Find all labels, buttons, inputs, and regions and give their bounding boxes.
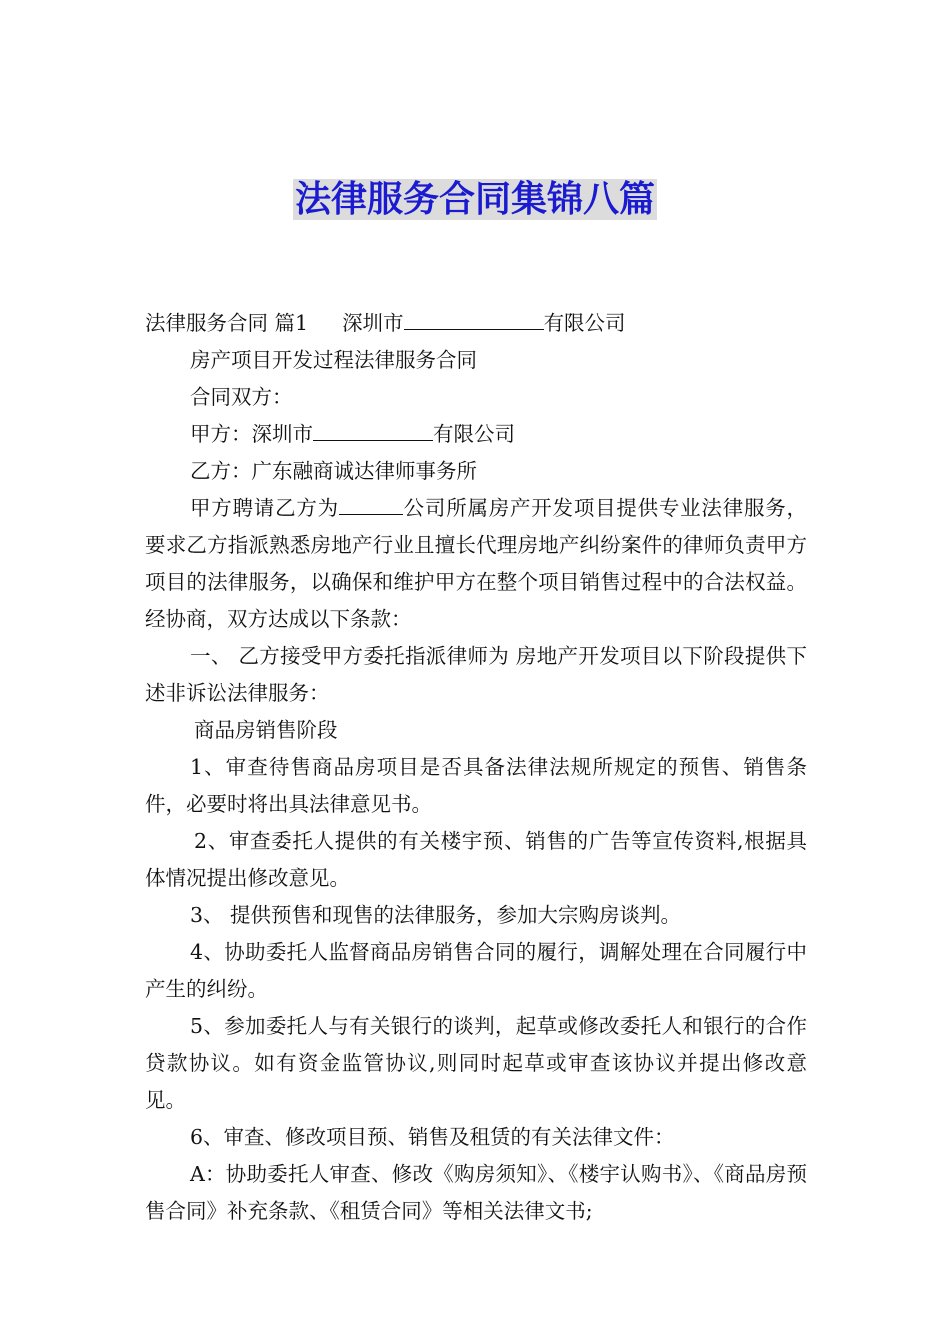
list-item: 2、审查委托人提供的有关楼宇预、销售的广告等宣传资料,根据具体情况提出修改意见。 <box>145 829 807 890</box>
party-b-line: 乙方：广东融商诚达律师事务所 <box>190 459 477 483</box>
list-item: 5、参加委托人与有关银行的谈判，起草或修改委托人和银行的合作贷款协议。如有资金监管协议,则同时起草或审查该协议并提出修改意见。 <box>145 1014 807 1112</box>
party-a-line <box>145 416 807 453</box>
party-a-name-blank <box>313 420 433 441</box>
list-item: 6、审查、修改项目预、销售及租赁的有关法律文件： <box>190 1125 675 1149</box>
company-city: 深圳市 <box>342 311 404 335</box>
parties-label: 合同双方： <box>190 385 293 409</box>
section-one: 一、 乙方接受甲方委托指派律师为 房地产开发项目以下阶段提供下述非诉讼法律服务： <box>145 644 807 705</box>
contract-heading-line <box>145 305 807 342</box>
list-item: 1、审查待售商品房项目是否具备法律法规所规定的预售、销售条件，必要时将出具法律意见书。 <box>145 755 807 816</box>
party-a-suffix: 有限公司 <box>433 422 515 446</box>
document-title: 法律服务合同集锦八篇 <box>294 179 655 220</box>
contract-name: 房产项目开发过程法律服务合同 <box>190 348 477 372</box>
list-item: 3、 提供预售和现售的法律服务，参加大宗购房谈判。 <box>190 903 682 927</box>
intro-prefix: 甲方聘请乙方为 <box>190 496 339 520</box>
intro-paragraph <box>145 490 807 638</box>
document-body <box>145 305 807 1230</box>
list-item: 4、协助委托人监督商品房销售合同的履行，调解处理在合同履行中产生的纠纷。 <box>145 940 807 1001</box>
intro-rest: 公司所属房产开发项目提供专业法律服务，要求乙方指派熟悉房地产行业且擅长代理房地产纠纷案件的律师负责甲方项目的法律服务，以确保和维护甲方在整个项目销售过程中的合法权益。经协商，双方达成以下条款： <box>145 496 808 631</box>
company-name-blank <box>404 309 544 330</box>
list-item: A：协助委托人审查、修改《购房须知》、《楼宇认购书》、《商品房预售合同》补充条款、《租赁合同》等相关法律文书; <box>145 1162 807 1223</box>
party-a-prefix: 甲方：深圳市 <box>190 422 313 446</box>
company-suffix: 有限公司 <box>543 311 626 335</box>
intro-company-blank <box>339 494 403 515</box>
contract-number-label: 法律服务合同 篇1 <box>145 311 309 335</box>
stage-heading: 商品房销售阶段 <box>194 718 338 742</box>
